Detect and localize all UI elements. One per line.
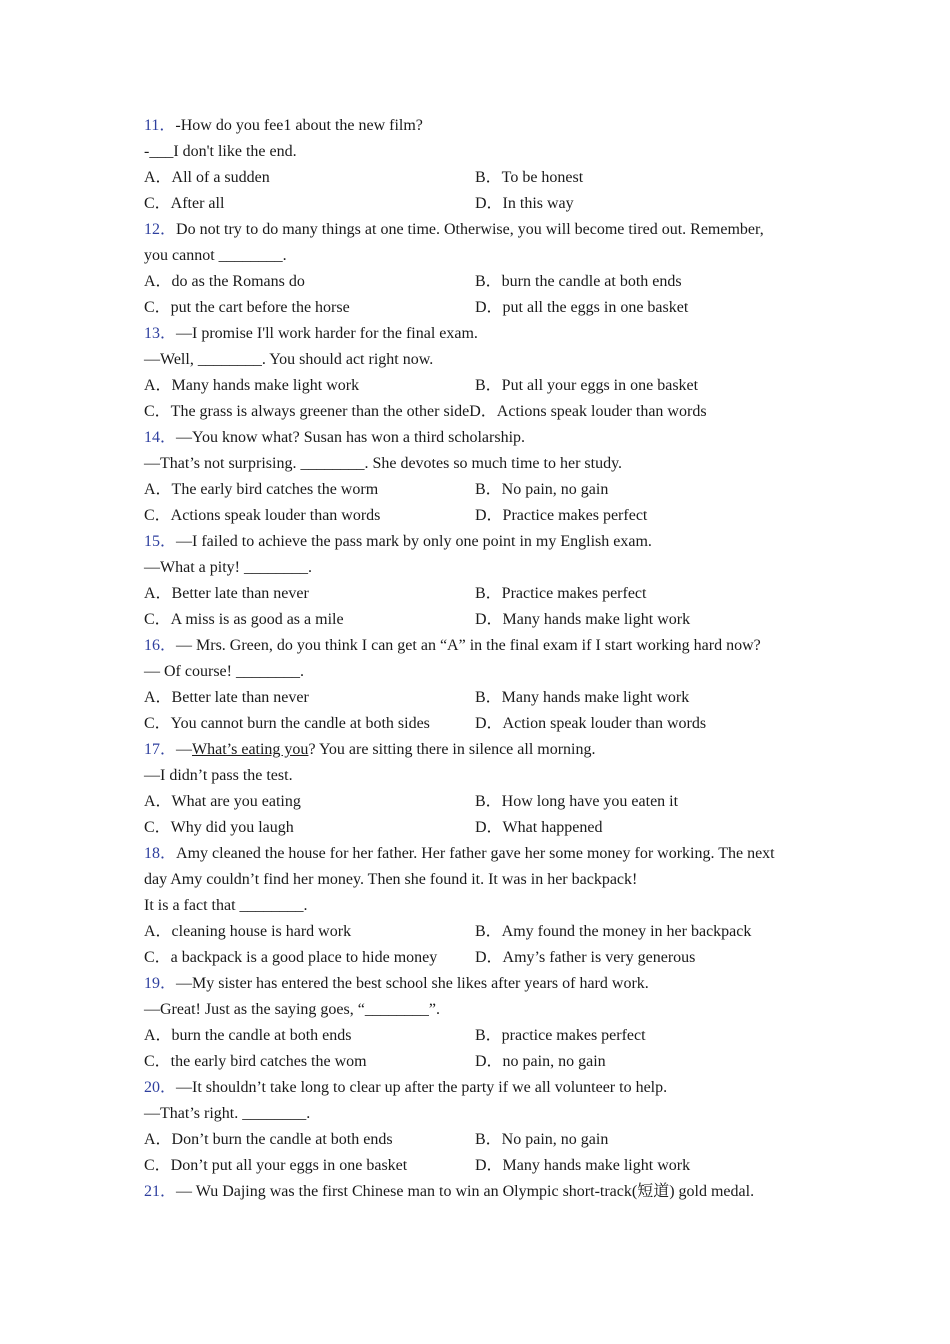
option-c: C．Actions speak louder than words bbox=[144, 507, 381, 524]
question-stem: 18．Amy cleaned the house for her father. Her father gave her some money for working. The next bbox=[144, 845, 775, 862]
question-15 bbox=[144, 529, 824, 633]
option-b: B．No pain, no gain bbox=[475, 481, 609, 498]
option-a: A．burn the candle at both ends bbox=[144, 1027, 352, 1044]
question-20 bbox=[144, 1075, 824, 1179]
question-stem: 15．—I failed to achieve the pass mark by only one point in my English exam. bbox=[144, 533, 652, 550]
question-18 bbox=[144, 841, 824, 971]
question-13 bbox=[144, 321, 824, 425]
option-c: C．You cannot burn the candle at both sides bbox=[144, 715, 430, 732]
question-number: 16． bbox=[144, 637, 177, 654]
option-a: A．Better late than never bbox=[144, 585, 309, 602]
question-stem: 19．—My sister has entered the best school she likes after years of hard work. bbox=[144, 975, 649, 992]
question-21 bbox=[144, 1179, 824, 1205]
option-b: B．No pain, no gain bbox=[475, 1131, 609, 1148]
options-row-cd bbox=[144, 503, 824, 529]
options-row-cd bbox=[144, 711, 824, 737]
question-stem-continued: day Amy couldn’t find her money. Then she found it. It was in her backpack! bbox=[144, 871, 638, 888]
option-a: A．do as the Romans do bbox=[144, 273, 305, 290]
question-number: 15． bbox=[144, 533, 177, 550]
options-row-ab bbox=[144, 373, 824, 399]
option-b: B．Amy found the money in her backpack bbox=[475, 923, 752, 940]
question-19 bbox=[144, 971, 824, 1075]
question-number: 17． bbox=[144, 741, 177, 758]
options-row-ab bbox=[144, 165, 824, 191]
option-a: A．Don’t burn the candle at both ends bbox=[144, 1131, 393, 1148]
option-c: C．A miss is as good as a mile bbox=[144, 611, 344, 628]
underlined-phrase: What’s eating you bbox=[192, 741, 309, 758]
options-row-cd bbox=[144, 399, 824, 425]
option-d: D．In this way bbox=[475, 195, 574, 212]
question-number: 11． bbox=[144, 117, 176, 134]
question-stem: 17．—What’s eating you? You are sitting there in silence all morning. bbox=[144, 741, 596, 758]
options-row-cd bbox=[144, 607, 824, 633]
question-list bbox=[144, 113, 824, 1205]
question-number: 21． bbox=[144, 1183, 177, 1200]
question-stem: 13．—I promise I'll work harder for the final exam. bbox=[144, 325, 478, 342]
question-stem: 16．— Mrs. Green, do you think I can get an “A” in the final exam if I start working hard now? bbox=[144, 637, 761, 654]
option-d: D．Many hands make light work bbox=[475, 611, 691, 628]
option-d: D．Amy’s father is very generous bbox=[475, 949, 696, 966]
option-a: A．Better late than never bbox=[144, 689, 309, 706]
question-stem: 11．-How do you fee1 about the new film? bbox=[144, 117, 423, 134]
question-stem: 12．Do not try to do many things at one time. Otherwise, you will become tired out. Remember, bbox=[144, 221, 764, 238]
options-row-ab bbox=[144, 1127, 824, 1153]
option-b: B．Put all your eggs in one basket bbox=[475, 377, 699, 394]
options-row-cd bbox=[144, 1153, 824, 1179]
question-reply: — Of course! ________. bbox=[144, 663, 304, 680]
question-number: 20． bbox=[144, 1079, 177, 1096]
question-reply: -___I don't like the end. bbox=[144, 143, 297, 160]
options-row-ab bbox=[144, 269, 824, 295]
question-stem: 14．—You know what? Susan has won a third scholarship. bbox=[144, 429, 526, 446]
options-row-cd bbox=[144, 295, 824, 321]
option-c: C．The grass is always greener than the other side bbox=[144, 403, 470, 420]
question-reply: —That’s not surprising. ________. She devotes so much time to her study. bbox=[144, 455, 623, 472]
question-number: 13． bbox=[144, 325, 177, 342]
option-d: D．put all the eggs in one basket bbox=[475, 299, 689, 316]
options-row-cd bbox=[144, 191, 824, 217]
option-d: D．Practice makes perfect bbox=[475, 507, 648, 524]
option-d: D．Actions speak louder than words bbox=[469, 403, 707, 420]
question-stem-continued: you cannot ________. bbox=[144, 247, 287, 264]
question-reply: —I didn’t pass the test. bbox=[144, 767, 293, 784]
option-d: D．What happened bbox=[475, 819, 603, 836]
question-11 bbox=[144, 113, 824, 217]
option-b: B．practice makes perfect bbox=[475, 1027, 646, 1044]
options-row-cd bbox=[144, 945, 824, 971]
question-reply: —What a pity! ________. bbox=[144, 559, 312, 576]
question-stem: 21．— Wu Dajing was the first Chinese man to win an Olympic short-track(短道) gold medal. bbox=[144, 1183, 755, 1200]
option-d: D．Action speak louder than words bbox=[475, 715, 707, 732]
question-number: 18． bbox=[144, 845, 177, 862]
question-16 bbox=[144, 633, 824, 737]
question-number: 19． bbox=[144, 975, 177, 992]
option-c: C．put the cart before the horse bbox=[144, 299, 350, 316]
option-a: A．The early bird catches the worm bbox=[144, 481, 379, 498]
option-a: A．cleaning house is hard work bbox=[144, 923, 352, 940]
options-row-ab bbox=[144, 581, 824, 607]
option-d: D．Many hands make light work bbox=[475, 1157, 691, 1174]
question-reply: —Well, ________. You should act right now. bbox=[144, 351, 434, 368]
option-b: B．To be honest bbox=[475, 169, 584, 186]
question-14 bbox=[144, 425, 824, 529]
options-row-ab bbox=[144, 477, 824, 503]
question-reply: —Great! Just as the saying goes, “________”. bbox=[144, 1001, 440, 1018]
option-a: A．Many hands make light work bbox=[144, 377, 360, 394]
options-row-ab bbox=[144, 1023, 824, 1049]
question-12 bbox=[144, 217, 824, 321]
question-17 bbox=[144, 737, 824, 841]
question-number: 12． bbox=[144, 221, 177, 238]
options-row-cd bbox=[144, 815, 824, 841]
question-prompt: It is a fact that ________. bbox=[144, 897, 308, 914]
options-row-ab bbox=[144, 685, 824, 711]
option-a: A．What are you eating bbox=[144, 793, 301, 810]
option-c: C．Why did you laugh bbox=[144, 819, 294, 836]
option-c: C．Don’t put all your eggs in one basket bbox=[144, 1157, 408, 1174]
options-row-cd bbox=[144, 1049, 824, 1075]
option-b: B．Practice makes perfect bbox=[475, 585, 647, 602]
option-c: C．the early bird catches the wom bbox=[144, 1053, 367, 1070]
question-reply: —That’s right. ________. bbox=[144, 1105, 311, 1122]
question-number: 14． bbox=[144, 429, 177, 446]
options-row-ab bbox=[144, 919, 824, 945]
option-c: C．After all bbox=[144, 195, 225, 212]
option-a: A．All of a sudden bbox=[144, 169, 270, 186]
question-stem: 20．—It shouldn’t take long to clear up after the party if we all volunteer to help. bbox=[144, 1079, 668, 1096]
option-d: D．no pain, no gain bbox=[475, 1053, 606, 1070]
option-b: B．How long have you eaten it bbox=[475, 793, 679, 810]
option-b: B．burn the candle at both ends bbox=[475, 273, 682, 290]
options-row-ab bbox=[144, 789, 824, 815]
option-c: C．a backpack is a good place to hide money bbox=[144, 949, 438, 966]
option-b: B．Many hands make light work bbox=[475, 689, 690, 706]
